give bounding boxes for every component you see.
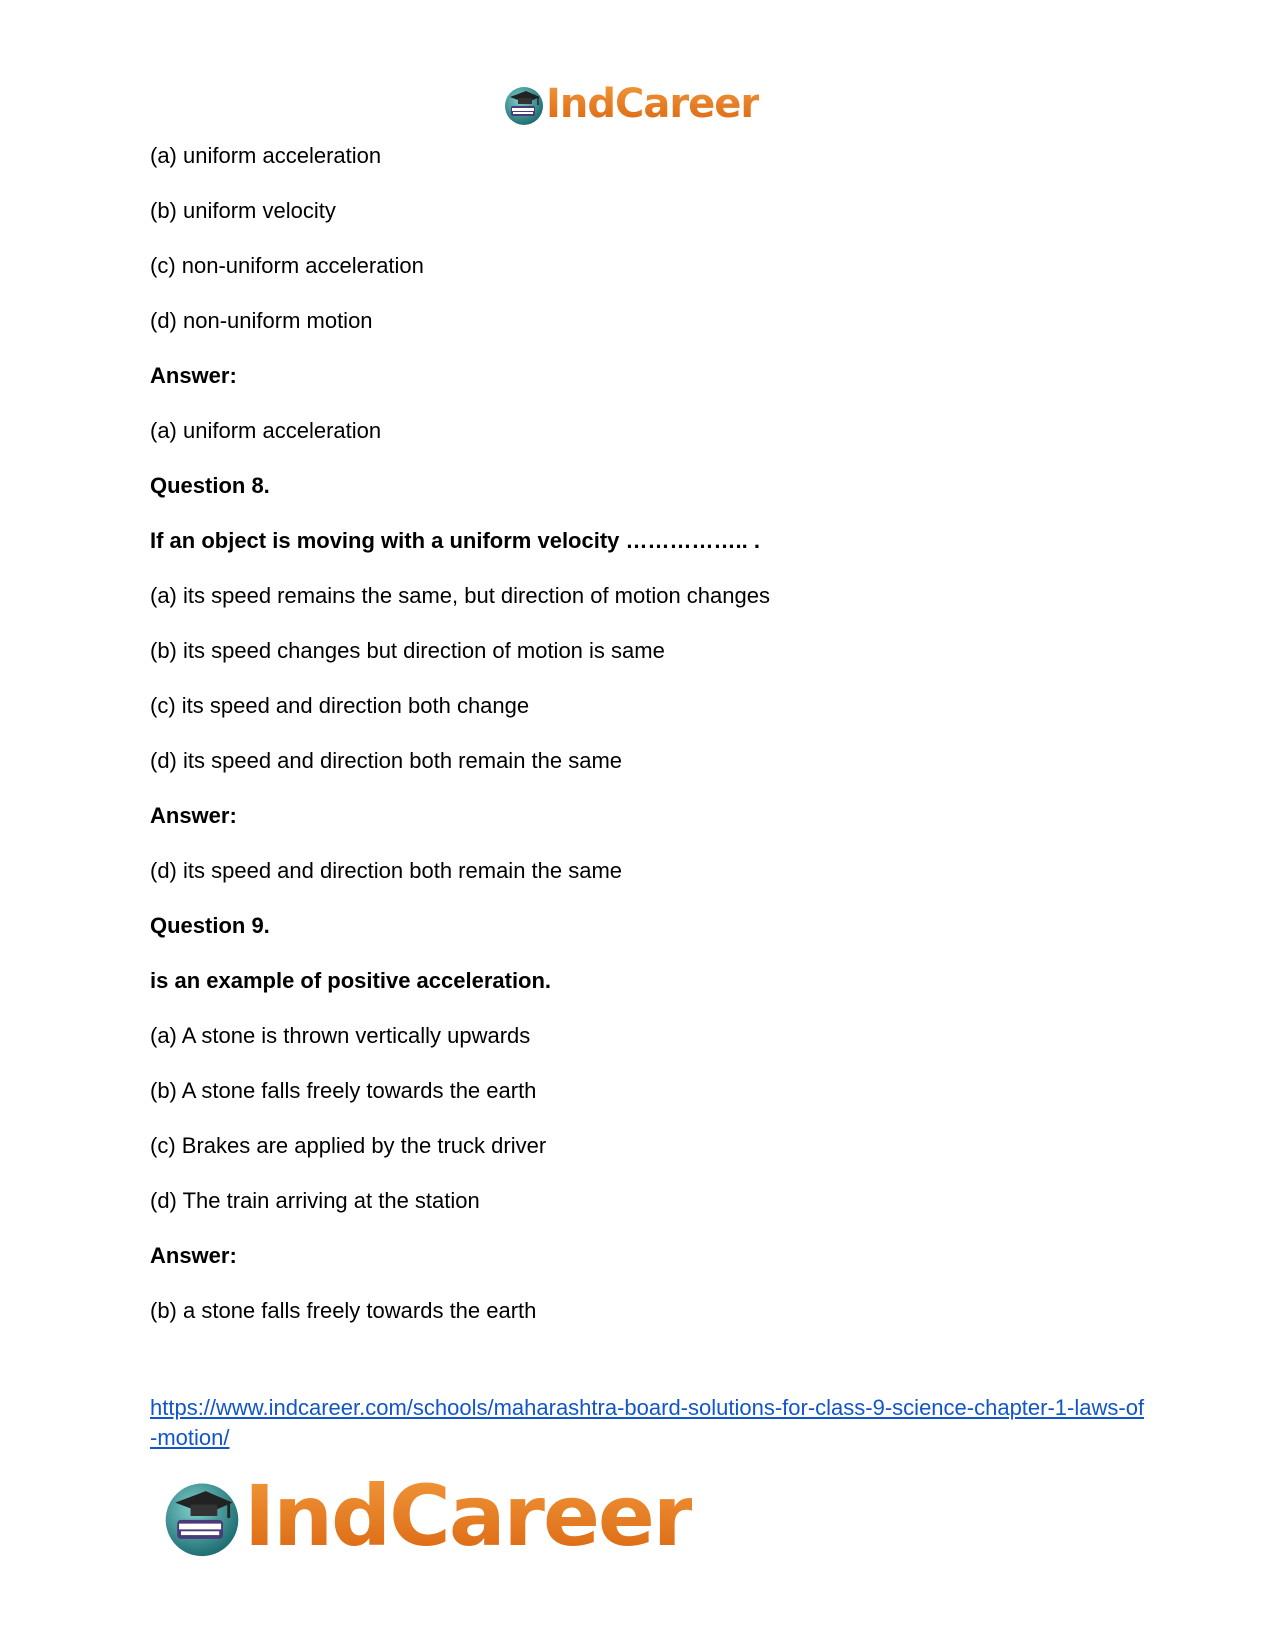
text-line: (c) non-uniform acceleration <box>150 253 424 278</box>
text-line: (a) uniform acceleration <box>150 143 382 168</box>
footer-logo <box>160 1466 692 1566</box>
option-b: (b) A stone falls freely towards the earth <box>150 1078 537 1103</box>
footer-logo-text: IndCareer <box>244 1467 693 1565</box>
answer-text: (a) uniform acceleration <box>150 418 382 443</box>
option-a: (a) A stone is thrown vertically upwards <box>150 1023 531 1048</box>
option-a: (a) its speed remains the same, but direction of motion changes <box>150 583 770 608</box>
question-text: is an example of positive acceleration. <box>150 968 552 993</box>
answer-heading: Answer: <box>150 363 237 388</box>
document-body <box>150 143 1150 1353</box>
option-c: (c) Brakes are applied by the truck driver <box>150 1133 547 1158</box>
question-heading: Question 9. <box>150 913 270 938</box>
graduation-cap-book-globe-icon <box>502 82 546 126</box>
question-heading: Question 8. <box>150 473 270 498</box>
option-d: (d) The train arriving at the station <box>150 1188 480 1213</box>
option-c: (c) its speed and direction both change <box>150 693 530 718</box>
question-text: If an object is moving with a uniform velocity …………….. . <box>150 528 760 553</box>
header-logo <box>502 80 759 128</box>
text-line: (d) non-uniform motion <box>150 308 373 333</box>
option-b: (b) its speed changes but direction of motion is same <box>150 638 665 663</box>
header-logo-text: IndCareer <box>546 81 760 127</box>
answer-heading: Answer: <box>150 803 237 828</box>
answer-text: (d) its speed and direction both remain the same <box>150 858 623 883</box>
graduation-cap-book-globe-icon <box>160 1474 244 1558</box>
answer-heading: Answer: <box>150 1243 237 1268</box>
answer-text: (b) a stone falls freely towards the earth <box>150 1298 537 1323</box>
source-url-link[interactable]: https://www.indcareer.com/schools/maharashtra-board-solutions-for-class-9-science-chapter-1-laws-of-motion/ <box>150 1395 1145 1450</box>
option-d: (d) its speed and direction both remain the same <box>150 748 623 773</box>
text-line: (b) uniform velocity <box>150 198 336 223</box>
